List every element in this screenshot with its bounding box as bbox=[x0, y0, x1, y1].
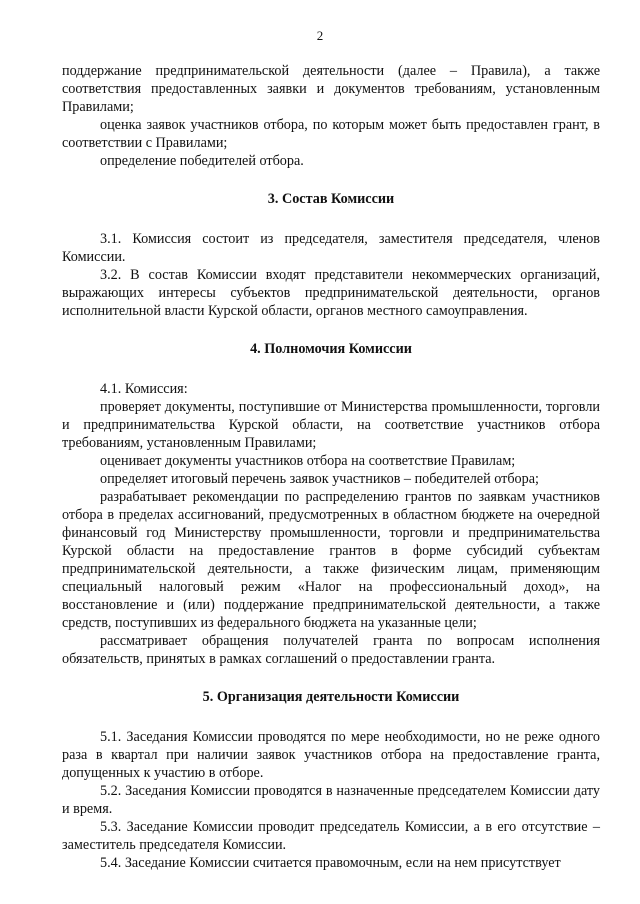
section-4-heading: 4. Полномочия Комиссии bbox=[250, 341, 412, 357]
section-4-paragraph-1: 4.1. Комиссия: bbox=[100, 381, 188, 397]
section-5-paragraph-1: 5.1. Заседания Комиссии проводятся по мере необходимости, но не реже одного раза в квартал при наличии заявок участников отбора на предоставление гранта, допущенных к участию в отборе. bbox=[62, 729, 600, 781]
section-5-heading: 5. Организация деятельности Комиссии bbox=[202, 689, 460, 705]
section-5-paragraph-2: 5.2. Заседания Комиссии проводятся в назначенные председателем Комиссии дату и время. bbox=[62, 783, 600, 817]
section-3-heading: 3. Состав Комиссии bbox=[267, 191, 395, 207]
page-content bbox=[62, 62, 600, 872]
section-4-paragraph-3: оценивает документы участников отбора на соответствие Правилам; bbox=[100, 453, 516, 469]
intro-paragraph-1: поддержание предпринимательской деятельности (далее – Правила), а также соответствия предоставленных заявки и документов требованиям, установленным Правилами; bbox=[62, 63, 600, 115]
section-4-paragraph-6: рассматривает обращения получателей гранта по вопросам исполнения обязательств, принятых в рамках соглашений о предоставлении гранта. bbox=[62, 633, 600, 667]
section-5-paragraph-4: 5.4. Заседание Комиссии считается правомочным, если на нем присутствует bbox=[100, 855, 561, 871]
section-3-paragraph-1: 3.1. Комиссия состоит из председателя, заместителя председателя, членов Комиссии. bbox=[62, 231, 600, 265]
intro-paragraph-3: определение победителей отбора. bbox=[100, 153, 304, 169]
section-5-paragraph-3: 5.3. Заседание Комиссии проводит председатель Комиссии, а в его отсутствие – заместитель председателя Комиссии. bbox=[62, 819, 600, 853]
intro-paragraph-2: оценка заявок участников отбора, по которым может быть предоставлен грант, в соответствии с Правилами; bbox=[62, 117, 600, 151]
page-number: 2 bbox=[316, 28, 324, 43]
section-3-paragraph-2: 3.2. В состав Комиссии входят представители некоммерческих организаций, выражающих интересы субъектов предпринимательской деятельности, органов исполнительной власти Курской области, органов местного самоуправления. bbox=[62, 267, 600, 319]
section-4-paragraph-2: проверяет документы, поступившие от Министерства промышленности, торговли и предпринимательства Курской области, на соответствие участников отбора требованиям, установленным Правилами; bbox=[62, 399, 600, 451]
section-4-paragraph-4: определяет итоговый перечень заявок участников – победителей отбора; bbox=[100, 471, 539, 487]
section-4-paragraph-5: разрабатывает рекомендации по распределению грантов по заявкам участников отбора в пределах ассигнований, предусмотренных в областном бюджете на очередной финансовый год Министерству промышленности, торговли и предпринимательства Курской области на предоставление грантов в форме субсидий субъектам предпринимательской деятельности, а также физическим лицам, применяющим специальный налоговый режим «Налог на профессиональный доход», на восстановление и (или) поддержание предпринимательской деятельности, а также средств, поступивших из федерального бюджета на указанные цели; bbox=[62, 489, 600, 631]
